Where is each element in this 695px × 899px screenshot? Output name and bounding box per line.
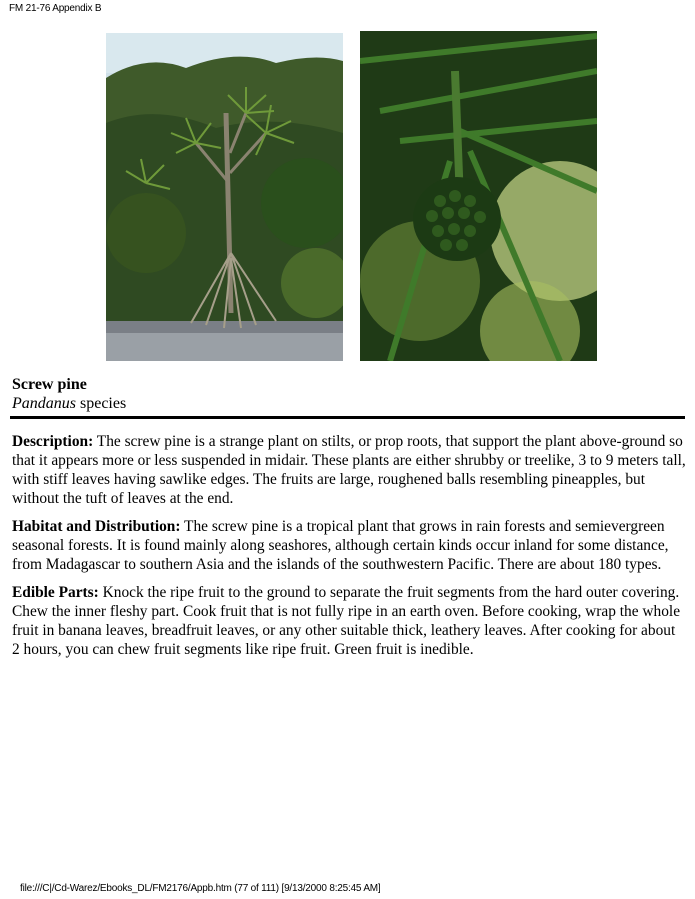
edible-parts-text: Knock the ripe fruit to the ground to separate the fruit segments from the hard outer covering. Chew the inner fleshy part. Cook fruit that is not fully ripe in an earth oven. Before cooking, wrap the whole fruit in banana leaves, breadfruit leaves, or any other suitable thick, leathery leaves. After cooking for about 2 hours, you can chew fruit segments like ripe fruit. Green fruit is inedible.	[12, 584, 681, 658]
habitat-text: The screw pine is a tropical plant that grows in rain forests and semievergreen seasonal forests. It is found mainly along seashores, although certain kinds occur inland for some distance, from Madagascar to southern Asia and the islands of the southwestern Pacific. There are about 180 types.	[12, 518, 669, 573]
description-heading: Description:	[12, 433, 94, 450]
habitat-paragraph	[12, 517, 686, 574]
species-suffix: species	[76, 395, 127, 412]
description-text: The screw pine is a strange plant on stilts, or prop roots, that support the plant above-ground so that it appears more or less suspended in midair. These plants are either shrubby or treelike, 3 to 9 meters tall, with stiff leaves having sawlike edges. The fruits are large, roughened balls resembling pineapples, but without the tuft of leaves at the end.	[12, 433, 686, 507]
description-paragraph	[12, 432, 686, 508]
plant-description-body	[12, 432, 686, 668]
plant-common-name: Screw pine	[12, 376, 87, 393]
habitat-heading: Habitat and Distribution:	[12, 518, 181, 535]
page-header: FM 21-76 Appendix B	[9, 3, 102, 14]
screw-pine-tree-photo	[106, 33, 343, 361]
genus-name: Pandanus	[12, 395, 76, 412]
section-divider	[10, 416, 685, 419]
page-footer: file:///C|/Cd-Warez/Ebooks_DL/FM2176/Appb.htm (77 of 111) [9/13/2000 8:25:45 AM]	[20, 883, 381, 894]
edible-parts-paragraph	[12, 583, 686, 659]
screw-pine-fruit-photo	[360, 31, 597, 361]
plant-scientific-name	[12, 395, 126, 413]
edible-parts-heading: Edible Parts:	[12, 584, 99, 601]
